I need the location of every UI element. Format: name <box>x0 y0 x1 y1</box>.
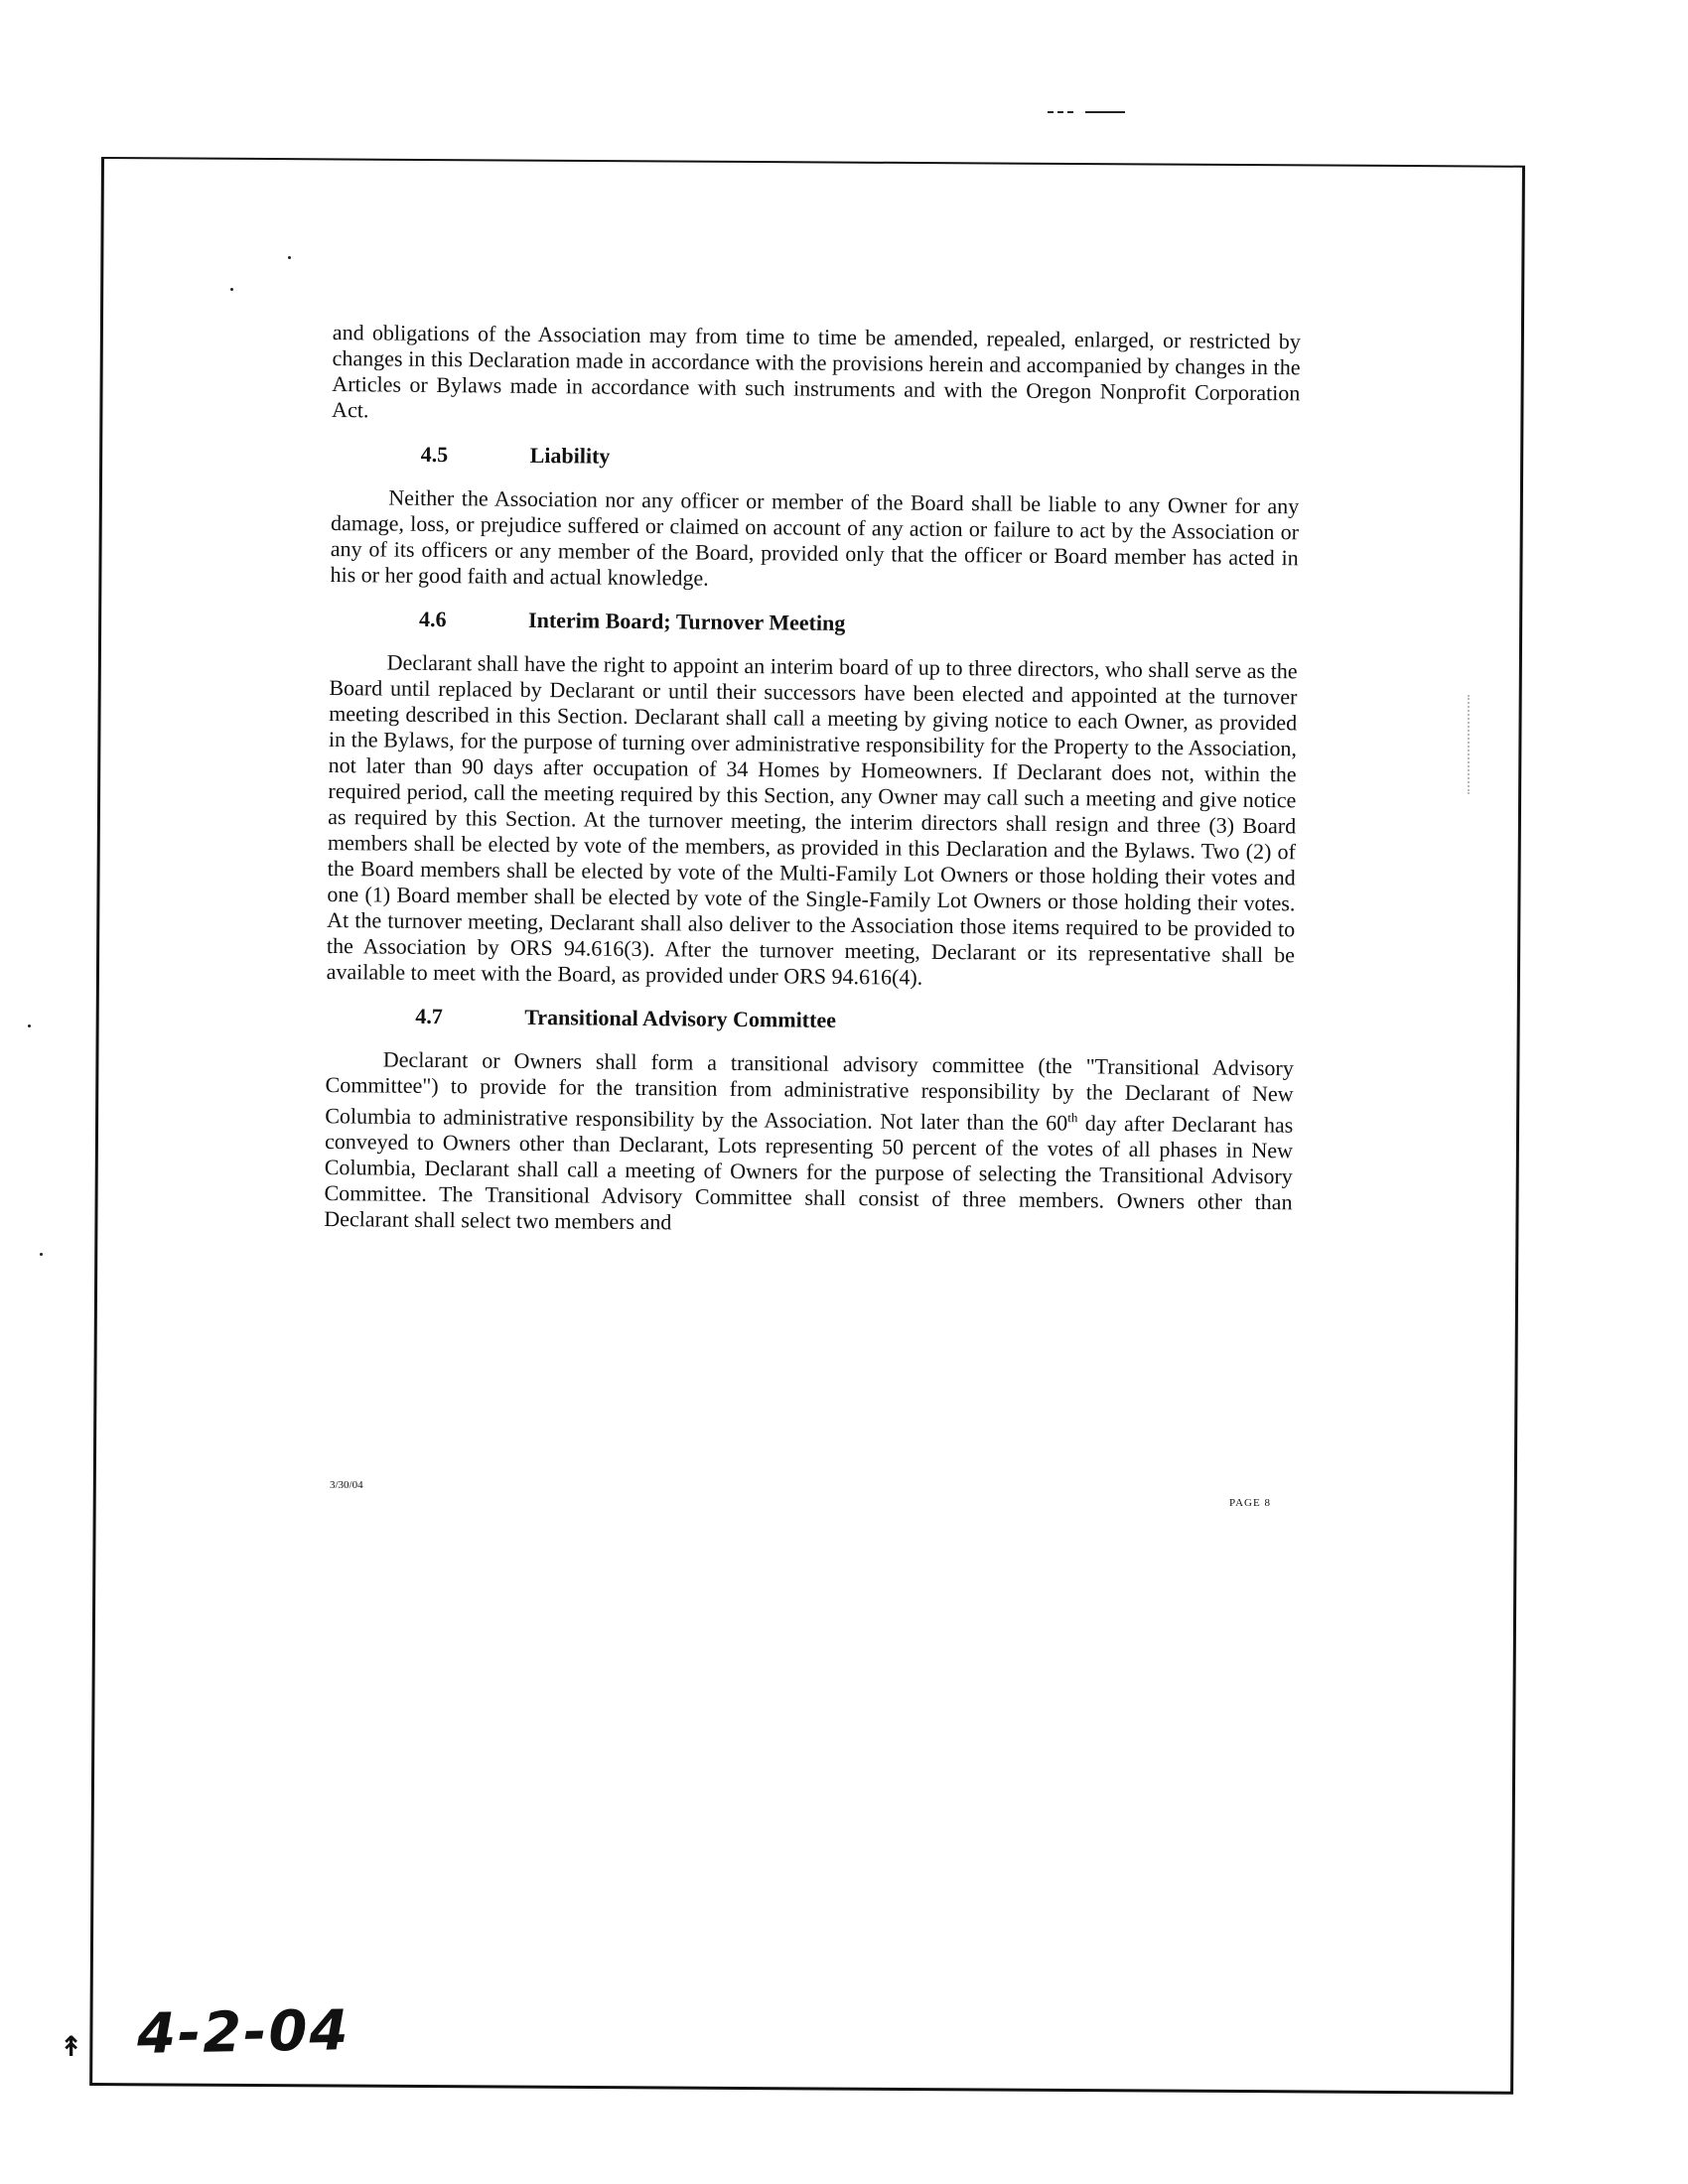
section-number: 4.6 <box>418 606 447 632</box>
section-paragraph: Declarant shall have the right to appoint an interim board of up to three directors, who shall serve as the Board until replaced by Declarant or until their successors have been elected and appointed at the turnover meeting described in this Section. Declarant shall call a meeting by giving notice to each Owner, as provided in the Bylaws, for the purpose of turning over administrative responsibility for the Property to the Association, not later than 90 days after occupation of 34 Homes by Homeowners. If Declarant does not, within the required period, call the meeting required by this Section, any Owner may call such a meeting and give notice as required by this Section. At the turnover meeting, the interim directors shall resign and three (3) Board members shall be elected by vote of the members, as provided in this Declaration and the Bylaws. Two (2) of the Board members shall be elected by vote of the Multi-Family Lot Owners or those holding their votes and one (1) Board member shall be elected by vote of the Single-Family Lot Owners or those holding their votes. At the turnover meeting, Declarant shall also deliver to the Association those items required to be provided to the Association by ORS 94.616(3). After the turnover meeting, Declarant or its representative shall be available to meet with the Board, as provided under ORS 94.616(4). <box>326 649 1298 990</box>
section-title: Transitional Advisory Committee <box>524 1004 837 1032</box>
section-title: Liability <box>529 442 611 469</box>
page-number: PAGE 8 <box>1229 1497 1271 1509</box>
scan-speck <box>28 1024 31 1027</box>
footer-date: 3/30/04 <box>330 1479 363 1491</box>
section-number: 4.5 <box>420 441 449 468</box>
opening-paragraph: and obligations of the Association may from time to time be amended, repealed, enlarged, or restricted by changes in this Declaration made in accordance with the provisions herein and accompanied by changes in the Articles or Bylaws made in accordance with such instruments and with the Oregon Nonprofit Corporation Act. <box>332 320 1301 423</box>
margin-mark: ↟ <box>60 2030 83 2063</box>
ordinal-superscript: th <box>1067 1110 1078 1126</box>
scan-marks-top <box>1048 111 1127 115</box>
section-heading-4-6 <box>330 606 1298 640</box>
section-heading-4-7 <box>326 1003 1294 1037</box>
paragraph-text: day after Declarant has conveyed to Owners other than Declarant, Lots representing 50 percent of the votes of all phases in New Columbia, Declarant shall call a meeting of Owners for the purpose of selecting the Transitional Advisory Committee. The Transitional Advisory Committee shall consist of three members. Owners other than Declarant shall select two members and <box>324 1110 1294 1235</box>
scan-speck <box>40 1253 43 1256</box>
section-heading-4-5 <box>332 441 1300 476</box>
handwritten-date: 4-2-04 <box>136 1998 351 2067</box>
section-number: 4.7 <box>415 1003 443 1029</box>
section-title: Interim Board; Turnover Meeting <box>527 607 846 635</box>
document-body <box>324 320 1301 1260</box>
section-paragraph: Neither the Association nor any officer or member of the Board shall be liable to any Owner for any damage, loss, or prejudice suffered or claimed on account of any action or failure to act by the Association or any of its officers or any member of the Board, provided only that the officer or Board member has acted in his or her good faith and actual knowledge. <box>330 484 1300 591</box>
paragraph-text: Declarant or Owners shall form a transitional advisory committee (the "Transitional Advisory Committee") to provide for the transition from administrative responsibility by the Declarant of New Columbia to administrative responsibility by the Association. Not later than the 60 <box>325 1046 1294 1136</box>
section-paragraph <box>324 1046 1294 1242</box>
